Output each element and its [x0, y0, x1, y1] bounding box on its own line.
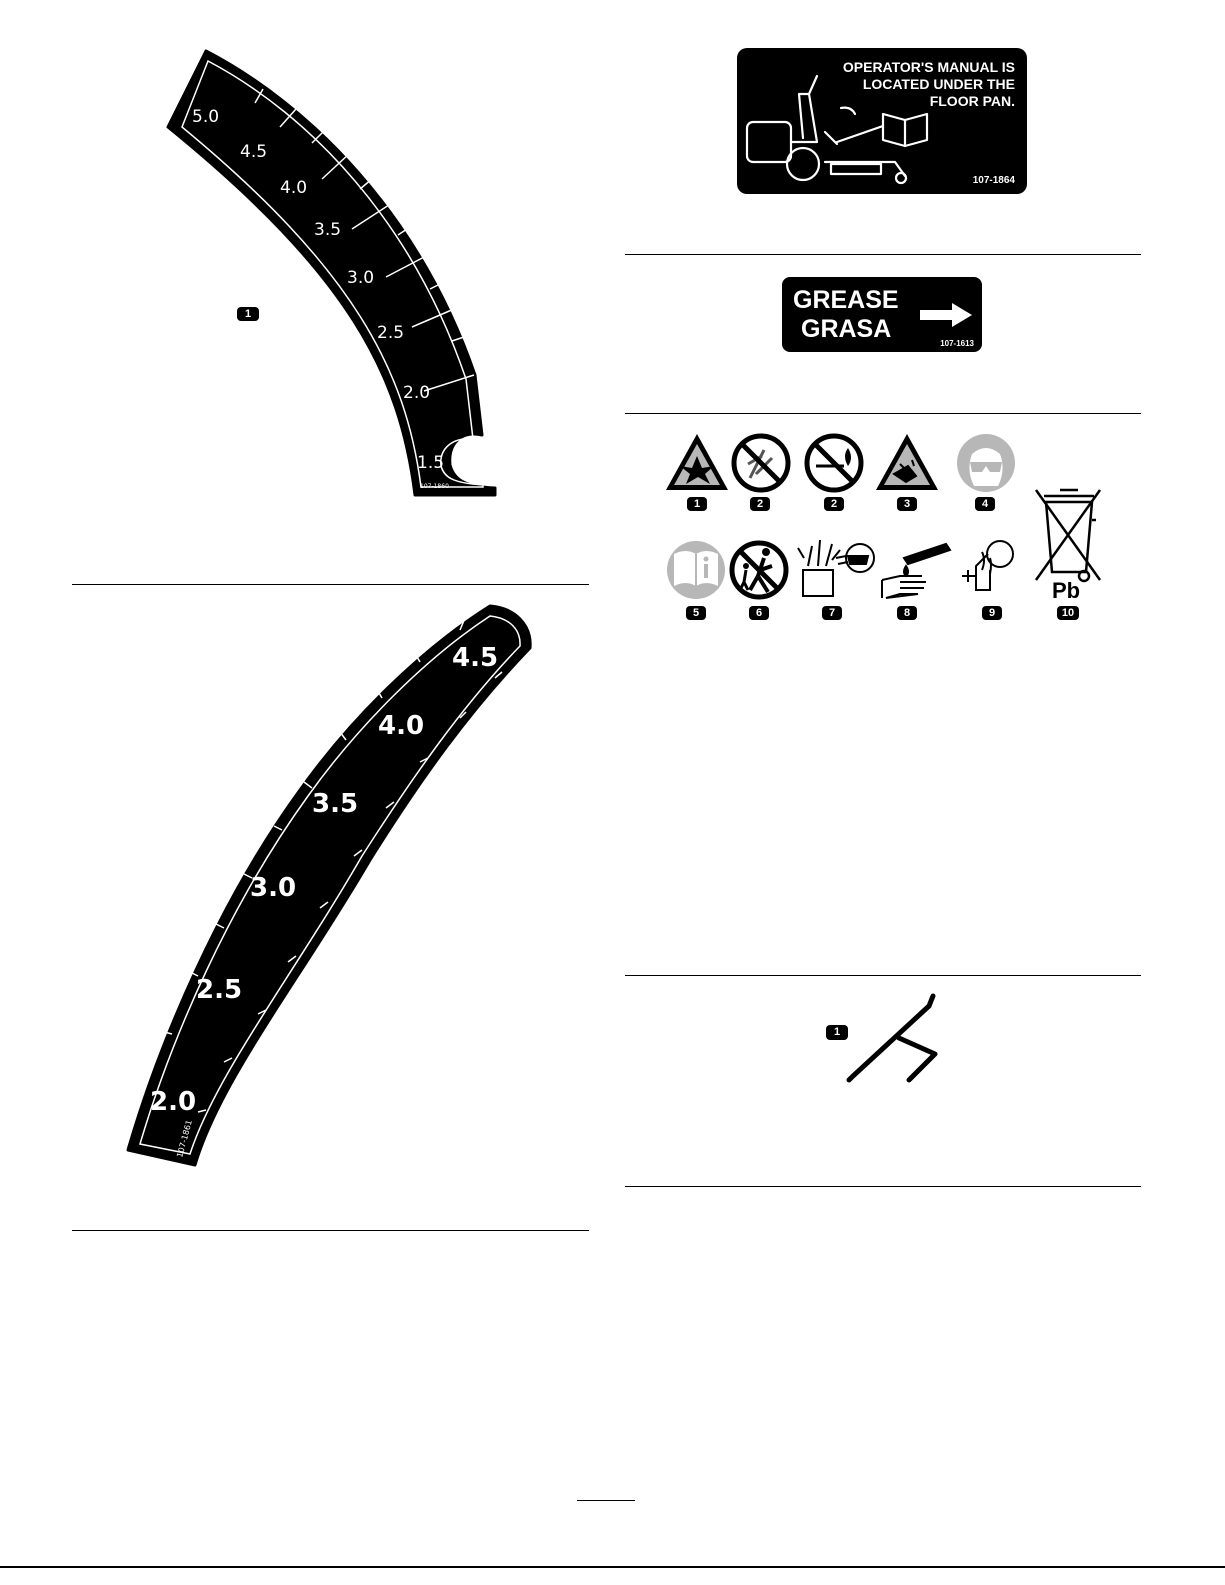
explosion-warning-icon: [666, 434, 728, 490]
no-open-flame-icon: [807, 436, 861, 490]
read-manual-icon: [667, 541, 725, 599]
section-rule: [625, 254, 1141, 255]
decal-1613-part-number: 107-1613: [940, 339, 974, 348]
pb-label: Pb: [1052, 578, 1081, 603]
callout-8: 8: [897, 606, 917, 620]
footer-rule: [0, 1566, 1225, 1568]
flush-eyes-water-icon: [962, 541, 1013, 590]
arrow-right-icon: [918, 301, 974, 329]
callout-1: 1: [237, 307, 259, 321]
decal-1864-line: OPERATOR'S MANUAL IS: [842, 59, 1015, 75]
section-rule: [72, 584, 589, 585]
decal-107-1613: [782, 277, 982, 352]
tick-label: 2.0: [150, 1087, 197, 1117]
decal-107-1864: [737, 48, 1027, 194]
decal-107-1860: [160, 45, 505, 505]
no-trash-bin-icon: [1036, 490, 1100, 581]
caustic-liquid-warning-icon: [876, 434, 938, 490]
tick-label: 3.5: [312, 789, 359, 819]
tick-label: 4.0: [378, 711, 425, 741]
tick-label: 3.0: [250, 873, 297, 903]
tick-label: 3.5: [314, 220, 342, 240]
callout-1: 1: [826, 1025, 848, 1040]
tick-label: 1.5: [417, 453, 445, 473]
grasa-label: GRASA: [801, 315, 892, 343]
tick-label: 4.5: [452, 643, 499, 673]
callout-9: 9: [982, 606, 1002, 620]
mower-manual-icon: [745, 72, 945, 188]
tick-label: 5.0: [192, 107, 220, 127]
callout-3: 3: [897, 497, 917, 511]
tick-label: 2.0: [403, 383, 431, 403]
page-number-rule: [577, 1500, 635, 1501]
callout-6: 6: [749, 606, 769, 620]
decal-1860-part-number: 107-1860: [420, 483, 449, 490]
tick-label: 3.0: [347, 268, 375, 288]
keep-children-away-icon: [732, 543, 786, 597]
decal-1864-line: LOCATED UNDER THE: [862, 76, 1015, 92]
tick-label: 4.0: [280, 178, 308, 198]
tick-label: 4.5: [240, 142, 268, 162]
decal-1861-part-number: 107-1861: [175, 1118, 194, 1159]
callout-1: 1: [687, 497, 707, 511]
no-sparks-icon: [734, 436, 788, 490]
bracket-icon: [845, 992, 945, 1087]
decal-107-1861: [120, 600, 540, 1175]
section-rule: [625, 975, 1141, 976]
acid-burn-hand-icon: [882, 544, 950, 598]
battery-explosion-eyes-icon: [798, 540, 874, 596]
section-rule: [72, 1230, 589, 1231]
decal-1864-line: FLOOR PAN.: [929, 93, 1015, 109]
decal-1864-part-number: 107-1864: [972, 175, 1015, 186]
decal-1861-body: [128, 606, 530, 1165]
tick-label: 2.5: [377, 323, 405, 343]
callout-5: 5: [686, 606, 706, 620]
callout-7: 7: [822, 606, 842, 620]
section-rule: [625, 413, 1141, 414]
callout-10: 10: [1057, 606, 1079, 620]
callout-2: 2: [824, 497, 844, 511]
tick-label: 2.5: [196, 975, 243, 1005]
section-rule: [625, 1186, 1141, 1187]
battery-safety-symbols: [660, 430, 1120, 630]
grease-label: GREASE: [793, 286, 899, 314]
callout-4: 4: [975, 497, 995, 511]
callout-2: 2: [750, 497, 770, 511]
eye-protection-icon: [957, 434, 1015, 492]
